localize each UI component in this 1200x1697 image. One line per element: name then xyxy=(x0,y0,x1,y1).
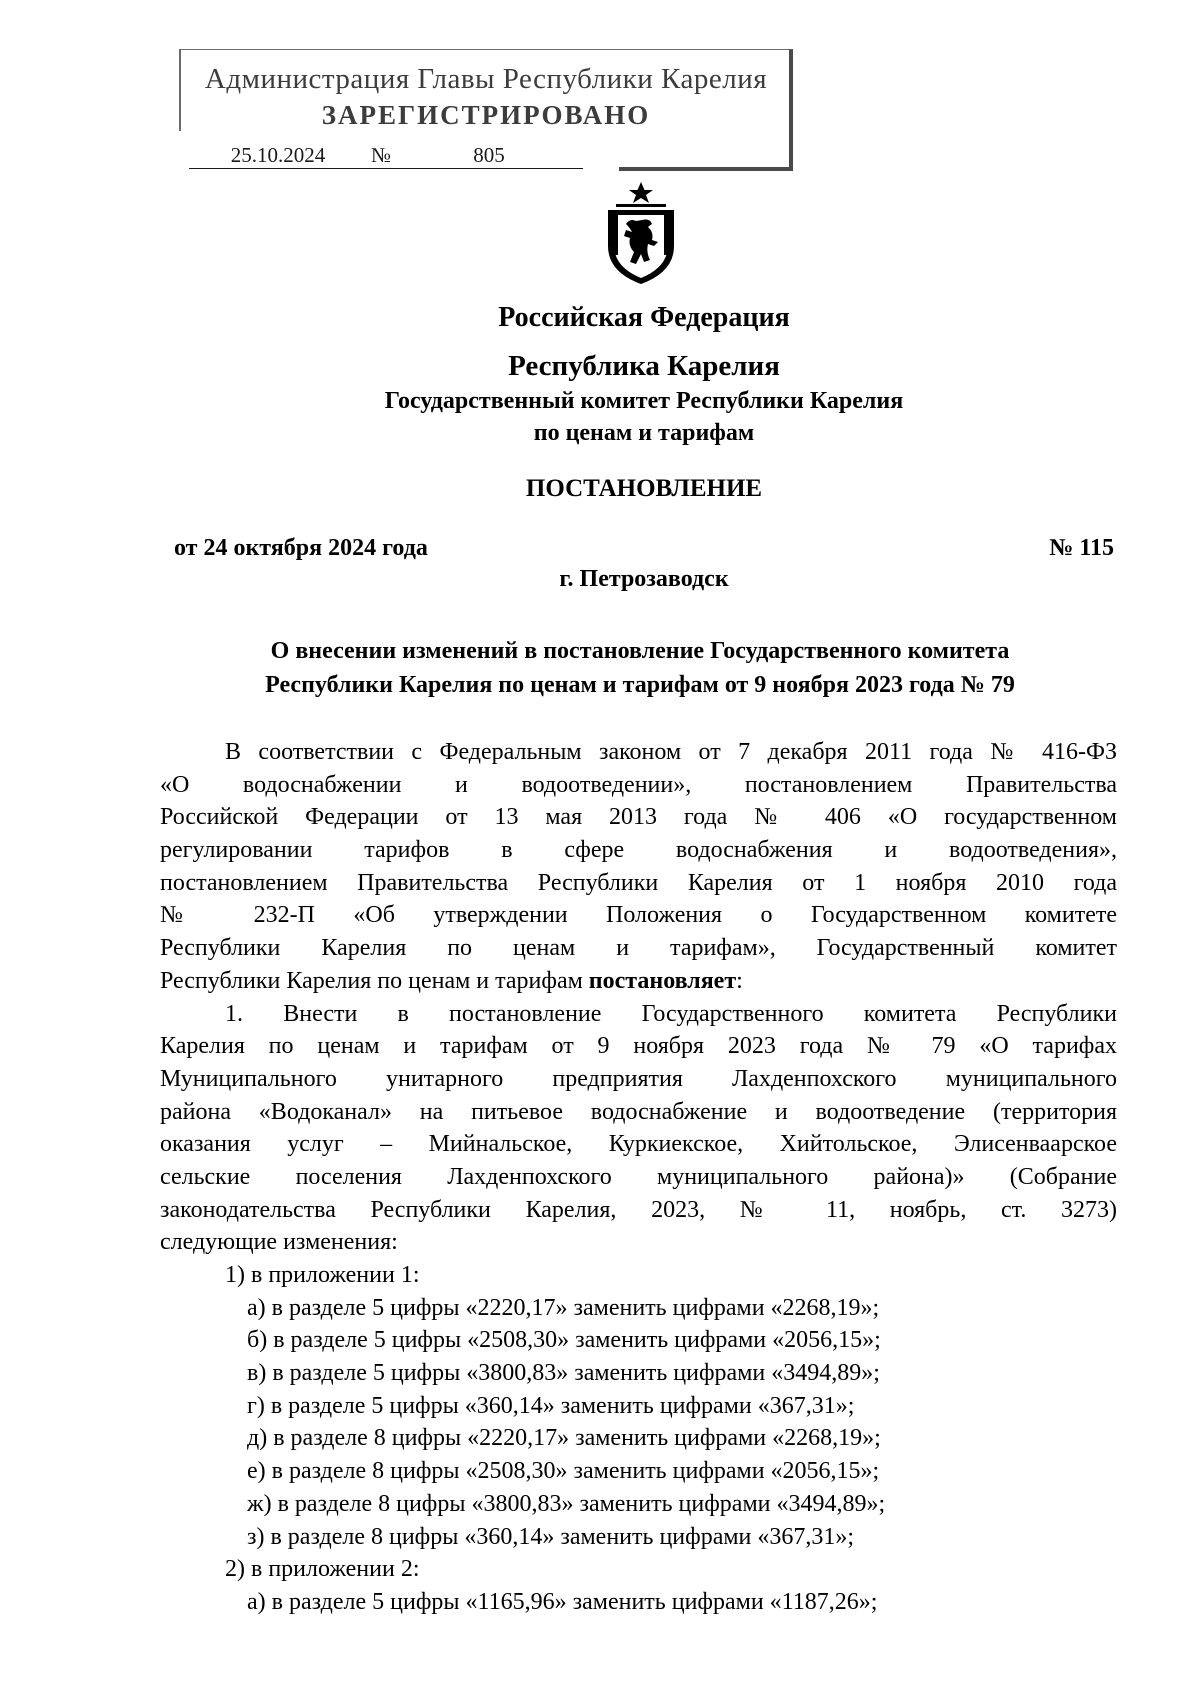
appendix1-title: 1) в приложении 1: xyxy=(225,1262,420,1288)
preamble-line: «О водоснабжении и водоотведении», постановлением Правительства xyxy=(160,771,1117,798)
item1-line: Карелия по ценам и тарифам от 9 ноября 2023 года № 79 «О тарифах xyxy=(160,1033,1117,1060)
preamble-line: постановлением Правительства Республики Карелия от 1 ноября 2010 года xyxy=(160,869,1117,896)
item1-line: Муниципального унитарного предприятия Лахденпохского муниципального xyxy=(160,1065,1117,1092)
appendix1-item: б) в разделе 5 цифры «2508,30» заменить цифрами «2056,15»; xyxy=(247,1327,881,1354)
document-number: № 115 xyxy=(1049,535,1114,561)
document-type: ПОСТАНОВЛЕНИЕ xyxy=(525,475,763,502)
stamp-title: Администрация Главы Республики Карелия xyxy=(204,63,768,95)
stamp-registration-line xyxy=(189,143,583,169)
committee-heading: Государственный комитет Республики Карелия xyxy=(384,388,904,414)
registration-date: 25.10.2024 xyxy=(189,143,367,169)
registration-number-sign: № xyxy=(367,143,395,169)
registration-number: 805 xyxy=(395,143,583,169)
appendix2-item: а) в разделе 5 цифры «1165,96» заменить цифрами «1187,26»; xyxy=(247,1588,878,1615)
document-body xyxy=(160,736,1117,1619)
document-date: от 24 октября 2024 года xyxy=(174,535,428,561)
item1-line: 1. Внести в постановление Государственного комитета Республики xyxy=(225,1000,1117,1027)
item1-line: оказания услуг – Мийнальское, Куркиекское, Хийтольское, Элисенваарское xyxy=(160,1131,1117,1158)
stamp-frame-bottom xyxy=(619,167,793,171)
appendix1-item: г) в разделе 5 цифры «360,14» заменить цифрами «367,31»; xyxy=(247,1392,855,1419)
preamble-line: Республики Карелия по ценам и тарифам», Государственный комитет xyxy=(160,935,1117,962)
preamble-colon: : xyxy=(736,967,743,994)
stamp-registered-label: ЗАРЕГИСТРИРОВАНО xyxy=(321,100,651,130)
preamble-line: Российской Федерации от 13 мая 2013 года № 406 «О государственном xyxy=(160,804,1117,831)
appendix1-item: ж) в разделе 8 цифры «3800,83» заменить цифрами «3494,89»; xyxy=(247,1490,886,1517)
item1-line: района «Водоканал» на питьевое водоснабжение и водоотведение (территория xyxy=(160,1098,1117,1125)
appendix1-item: д) в разделе 8 цифры «2220,17» заменить цифрами «2268,19»; xyxy=(247,1425,881,1452)
appendix1-item: е) в разделе 8 цифры «2508,30» заменить цифрами «2056,15»; xyxy=(247,1458,880,1485)
federation-heading: Российская Федерация xyxy=(498,302,790,333)
decides-word: постановляет xyxy=(588,967,737,994)
committee-heading-2: по ценам и тарифам xyxy=(533,420,755,446)
appendix2-title: 2) в приложении 2: xyxy=(225,1556,420,1583)
preamble-text: Республики Карелия по ценам и тарифам xyxy=(160,967,583,994)
preamble-line: № 232-П «Об утверждении Положения о Государственном комитете xyxy=(160,902,1117,929)
coat-of-arms-icon xyxy=(596,180,686,288)
appendix1-item: з) в разделе 8 цифры «360,14» заменить цифрами «367,31»; xyxy=(247,1523,855,1550)
subject-line-1: О внесении изменений в постановление Государственного комитета xyxy=(270,638,1010,664)
preamble-line: регулировании тарифов в сфере водоснабжения и водоотведения», xyxy=(160,837,1117,864)
preamble-line: В соответствии с Федеральным законом от 7 декабря 2011 года № 416-ФЗ xyxy=(225,739,1117,765)
stamp-frame-edge xyxy=(789,131,793,171)
appendix1-item: а) в разделе 5 цифры «2220,17» заменить цифрами «2268,19»; xyxy=(247,1294,880,1321)
item1-last-line: следующие изменения: xyxy=(160,1229,398,1256)
preamble-last-line xyxy=(160,965,1117,998)
item1-line: законодательства Республики Карелия, 2023, № 11, ноябрь, ст. 3273) xyxy=(160,1196,1117,1223)
registration-stamp xyxy=(179,49,793,171)
republic-heading: Республика Карелия xyxy=(508,350,780,382)
item1-line: сельские поселения Лахденпохского муниципального района)» (Собрание xyxy=(160,1163,1117,1190)
appendix1-item: в) в разделе 5 цифры «3800,83» заменить цифрами «3494,89»; xyxy=(247,1360,880,1387)
subject-line-2: Республики Карелия по ценам и тарифам от 9 ноября 2023 года № 79 xyxy=(265,672,1015,698)
document-city: г. Петрозаводск xyxy=(559,566,729,592)
